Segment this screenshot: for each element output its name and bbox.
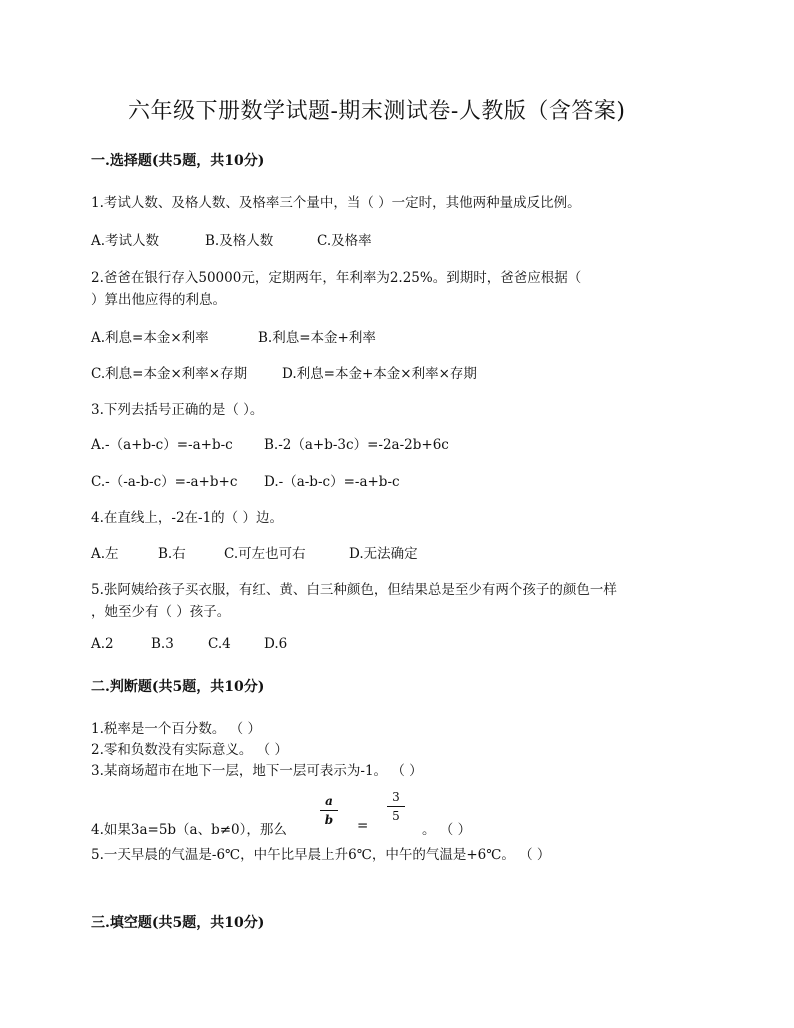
section3-heading: 三.填空题(共5题，共10分) — [91, 915, 265, 931]
s1-q5-option-a: A.2 — [91, 636, 114, 652]
s1-q4-option-d: D.无法确定 — [349, 546, 418, 562]
s1-q2-line1: 2.爸爸在银行存入50000元，定期两年，年利率为2.25%。到期时，爸爸应根据（ — [91, 270, 582, 286]
s1-q2-option-a: A.利息=本金×利率 — [91, 330, 209, 346]
s1-q5-line1: 5.张阿姨给孩子买衣服，有红、黄、白三种颜色，但结果总是至少有两个孩子的颜色一样 — [91, 582, 617, 598]
fraction-5-denominator: 5 — [392, 809, 400, 823]
s1-q3-option-d: D.-（a-b-c）=-a+b-c — [264, 474, 400, 490]
s2-q2-text: 2.零和负数没有实际意义。 （ ） — [91, 742, 288, 758]
s1-q3-option-a: A.-（a+b-c）=-a+b-c — [91, 437, 233, 453]
s1-q5-option-d: D.6 — [264, 636, 288, 652]
s2-q4-tail: 。 （ ） — [422, 822, 472, 838]
s1-q4-option-b: B.右 — [158, 546, 186, 562]
s1-q1-option-b: B.及格人数 — [205, 233, 274, 249]
fraction-3-over-5 — [387, 790, 405, 823]
section2-heading: 二.判断题(共5题，共10分) — [91, 679, 265, 695]
s1-q3-option-c: C.-（-a-b-c）=-a+b+c — [91, 474, 238, 490]
s2-q1-text: 1.税率是一个百分数。 （ ） — [91, 721, 261, 737]
page-title: 六年级下册数学试题-期末测试卷-人教版（含答案) — [128, 99, 626, 124]
s1-q5-line2: ，她至少有（ ）孩子。 — [91, 604, 231, 620]
fraction-b-denominator: b — [324, 813, 334, 827]
fraction-a-over-b — [320, 794, 338, 827]
s1-q2-option-d: D.利息=本金+本金×利率×存期 — [282, 366, 477, 382]
fraction-a-numerator: a — [325, 794, 333, 808]
s1-q4-option-c: C.可左也可右 — [224, 546, 306, 562]
s1-q1-text: 1.考试人数、及格人数、及格率三个量中，当（ ）一定时，其他两种量成反比例。 — [91, 195, 581, 211]
s2-q4-text: 4.如果3a=5b（a、b≠0），那么 — [91, 822, 287, 838]
s1-q1-option-a: A.考试人数 — [91, 233, 160, 249]
fraction-3-numerator: 3 — [392, 790, 400, 804]
s2-q5-text: 5.一天早晨的气温是-6℃，中午比早晨上升6℃，中午的气温是+6℃。 （ ） — [91, 847, 551, 863]
s1-q1-option-c: C.及格率 — [317, 233, 372, 249]
fraction-bar — [387, 806, 405, 807]
s1-q2-line2: ）算出他应得的利息。 — [91, 292, 226, 308]
s2-q4-equals: = — [357, 818, 369, 834]
s1-q2-option-c: C.利息=本金×利率×存期 — [91, 366, 248, 382]
s1-q4-text: 4.在直线上，-2在-1的（ ）边。 — [91, 510, 283, 526]
s1-q5-option-c: C.4 — [208, 636, 231, 652]
s1-q4-option-a: A.左 — [91, 546, 119, 562]
s1-q3-option-b: B.-2（a+b-3c）=-2a-2b+6c — [264, 437, 449, 453]
s1-q3-text: 3.下列去括号正确的是（ ）。 — [91, 402, 264, 418]
s1-q2-option-b: B.利息=本金+利率 — [258, 330, 376, 346]
section1-heading: 一.选择题(共5题，共10分) — [91, 153, 265, 169]
s1-q5-option-b: B.3 — [151, 636, 174, 652]
fraction-bar — [320, 810, 338, 811]
s2-q3-text: 3.某商场超市在地下一层，地下一层可表示为-1。 （ ） — [91, 763, 423, 779]
